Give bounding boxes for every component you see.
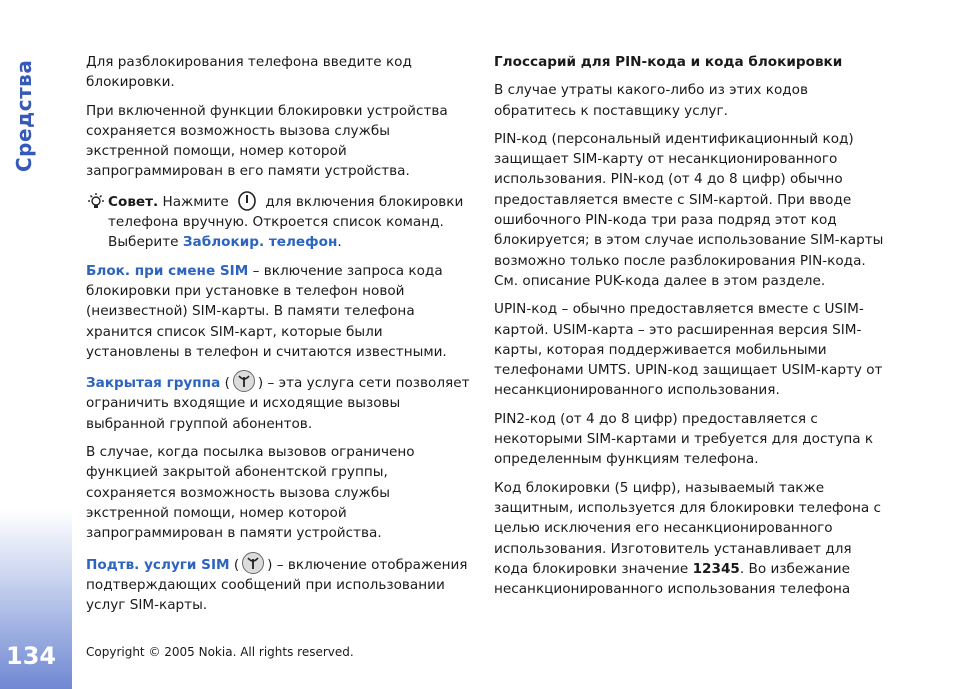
tip-after-icon: для включения блокировки телефона вручную. Откроется список команд. Выберите	[108, 193, 464, 251]
lock-code-before: Код блокировки (5 цифр), называемый также защитным, используется для блокировки телефона с целью исключения его несанкционированного использования. Изготовитель устанавливает для кода блокировки значение	[494, 479, 882, 577]
lock-code-paragraph	[494, 478, 886, 600]
lock-phone-link[interactable]: Заблокир. телефон	[182, 234, 338, 251]
emergency-paragraph: При включенной функции блокировки устройства сохраняется возможность вызова службы экстренной помощи, номер которой запрограммирован в его памяти устройства.	[86, 102, 448, 180]
left-column	[86, 52, 471, 623]
block-sim-term[interactable]: Блок. при смене SIM	[86, 262, 249, 279]
group-emergency-paragraph: В случае, когда посылка вызовов ограничено функцией закрытой абонентской группы, сохраняется возможность вызова службы экстренной помощи, номер которой запрограммирован в памяти устройства.	[86, 444, 415, 542]
upin-paragraph: UPIN-код – обычно предоставляется вместе с USIM-картой. USIM-карта – это расширенная версия SIM-карты, которая поддерживается мобильными телефонами UMTS. UPIN-код защищает USIM-карту от несанкционированного использования.	[494, 301, 883, 399]
pin-paragraph: PIN-код (персональный идентификационный код) защищает SIM-карту от несанкционированного использования. PIN-код (от 4 до 8 цифр) обычно предоставляется вместе с SIM-картой. При вводе ошибочного PIN-кода три раза подряд этот код блокируется; в этом случае использование SIM-карты возможно только после разблокирования PIN-кода. См. описание PUK-кода далее в этом разделе.	[494, 130, 884, 289]
block-sim-paragraph	[86, 261, 471, 362]
closed-group-term[interactable]: Закрытая группа	[86, 375, 221, 392]
confirm-text: ) – включение отображения подтверждающих сообщений при использовании услуг SIM-карты.	[86, 556, 468, 614]
confirm-open-paren: (	[229, 556, 240, 573]
glossary-heading: Глоссарий для PIN-кода и кода блокировки	[494, 54, 843, 70]
tip-end: .	[337, 234, 342, 251]
confirm-paragraph	[86, 552, 471, 616]
network-service-icon	[242, 552, 264, 574]
sidebar	[0, 0, 72, 689]
tip-block	[86, 190, 471, 253]
closed-group-text: ) – эта услуга сети позволяет ограничить входящие и исходящие вызовы выбранной группой абонентов.	[86, 375, 470, 432]
lock-code-value: 12345	[692, 560, 740, 577]
unlock-paragraph: Для разблокирования телефона введите код блокировки.	[86, 54, 412, 91]
pin2-paragraph: PIN2-код (от 4 до 8 цифр) предоставляется с некоторыми SIM-картами и требуется для доступа к определенным функциям телефона.	[494, 410, 874, 468]
power-key-icon	[236, 190, 258, 212]
tip-label: Совет.	[108, 193, 159, 210]
closed-group-paragraph	[86, 370, 471, 434]
closed-group-open-paren: (	[220, 375, 230, 392]
lock-code-after: . Во избежание несанкционированного использования телефона	[494, 560, 851, 598]
tip-icon	[86, 192, 108, 212]
tip-text	[108, 190, 471, 253]
confirm-sim-term[interactable]: Подтв. услуги SIM	[86, 556, 230, 573]
block-sim-text: – включение запроса кода блокировки при установке в телефон новой (неизвестной) SIM-карты. В памяти телефона хранится список SIM-карт, которые были установлены в телефон и считаются известными.	[86, 262, 447, 360]
network-service-icon	[233, 370, 255, 392]
right-column	[494, 52, 886, 607]
copyright-footer: Copyright © 2005 Nokia. All rights reserved.	[86, 645, 354, 659]
lost-code-paragraph: В случае утраты какого-либо из этих кодов обратитесь к поставщику услуг.	[494, 82, 808, 119]
page-number: 134	[6, 642, 57, 670]
section-title: Средства	[12, 59, 36, 172]
tip-before-icon: Нажмите	[158, 193, 233, 210]
